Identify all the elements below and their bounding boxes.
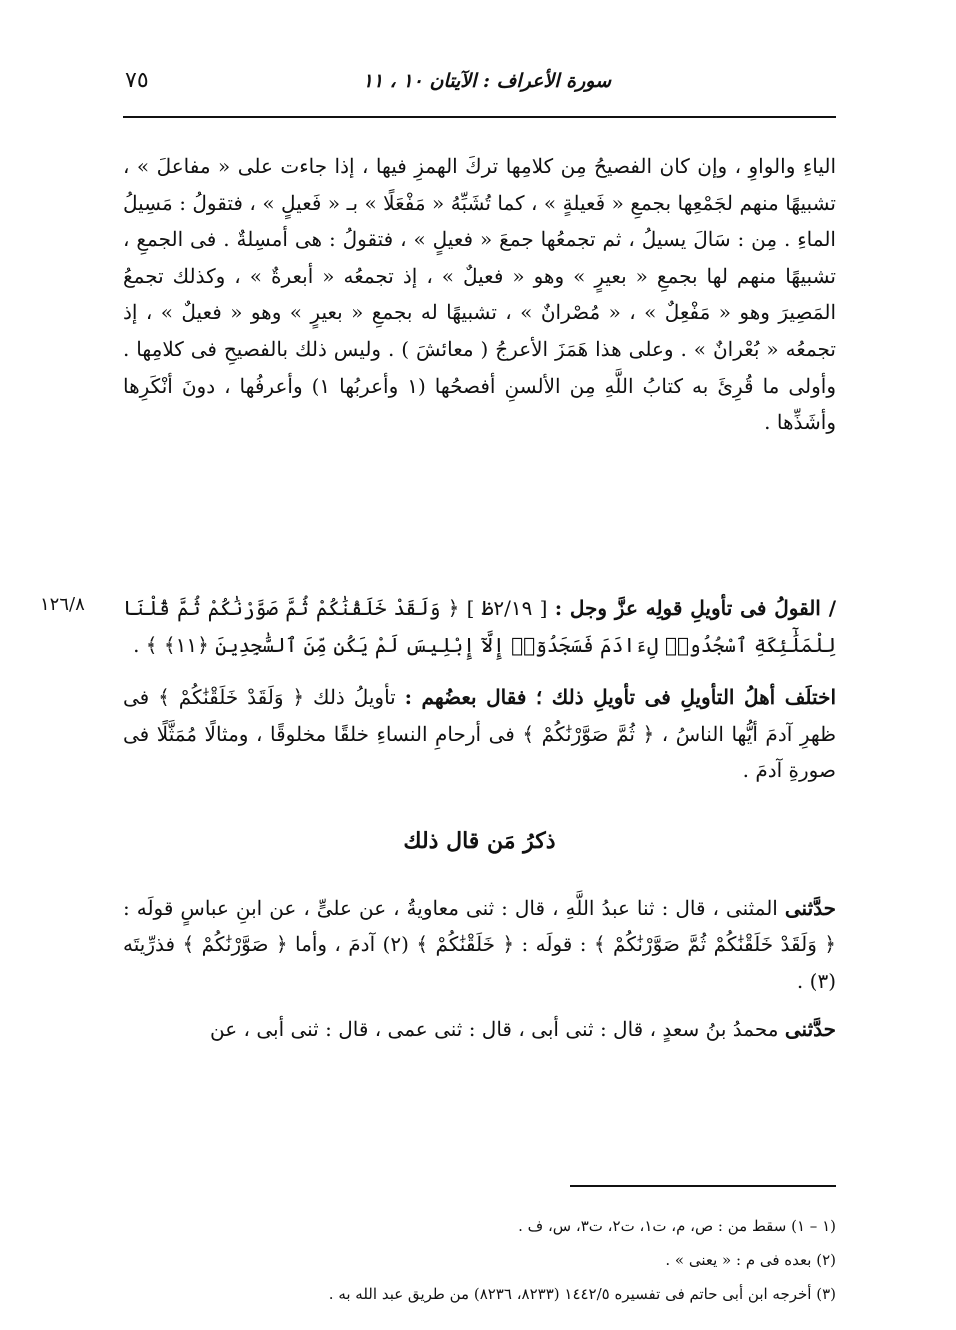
paragraph-5-lead: حدَّثنى xyxy=(784,1017,836,1042)
page-number: ٧٥ xyxy=(125,68,149,93)
main-text xyxy=(123,148,836,1048)
paragraph-4 xyxy=(123,890,836,1000)
paragraph-2 xyxy=(123,590,836,663)
section-lead: / القولُ فى تأويلِ قولِه عزَّ وجل : xyxy=(554,596,837,620)
paragraph-3-text: تأويلُ ذلك ﴿ وَلَقَدْ خَلَقْنَٰكُمْ ﴾ فى ظهرِ آدمَ أيُّها الناسُ ، ﴿ ثُمَّ صَوَّرْنَٰكُمْ ﴾ فى أرحامِ النساءِ خلقًا مخلوقًا ، ومثالًا مُمَثَّلًا فى صورةِ آدمَ . xyxy=(123,685,836,783)
manuscript-ref: [ ٢/١٩ظ ] xyxy=(466,596,548,620)
footnote-2: (٢) بعده فى م : « يعنى » . xyxy=(665,1251,836,1269)
header-rule xyxy=(123,116,836,118)
section-heading: ذكرُ مَن قال ذلك xyxy=(403,827,556,854)
running-title: سورة الأعراف : الآيتان ١٠ ، ١١ xyxy=(362,70,611,92)
page-header xyxy=(123,58,836,118)
paragraph-4-lead: حدَّثنى xyxy=(784,895,836,920)
footnotes xyxy=(123,1209,836,1311)
footnote-1: (١ – ١) سقط من : ص، م، ت١، ت٢، ت٣، س، ف . xyxy=(518,1217,836,1235)
quran-verse: ﴿ وَلَقَدْ خَلَقْنَٰكُمْ ثُمَّ صَوَّرْنَٰكُمْ ثُمَّ قُلْنَا لِلْمَلَٰٓئِكَةِ ٱسْجُدُوا۟ لِءَادَمَ فَسَجَدُوٓا۟ إِلَّآ إِبْلِيسَ لَمْ يَكُن مِّنَ ٱلسَّٰجِدِينَ ﴿١١﴾ ﴾ . xyxy=(123,596,836,657)
paragraph-5-text: محمدُ بنُ سعدٍ ، قال : ثنى أبى ، قال : ثنى عمى ، قال : ثنى أبى ، عن xyxy=(210,1017,779,1042)
marginal-reference: ١٢٦/٨ xyxy=(40,594,85,615)
paragraph-5 xyxy=(123,1011,836,1048)
paragraph-3-lead: اختلَف أهلُ التأويلِ فى تأويلِ ذلك ؛ فقال بعضُهم : xyxy=(404,685,837,710)
paragraph-1: الياءِ والواوِ ، وإن كان الفصيحُ مِن كلامِها تركَ الهمزِ فيها ، إذا جاءت على « مفاعلَ » ، تشبيهًا منهم لجَمْعِها بجمعِ « فَعيلةٍ » ، كما تُشَبِّهُ « مَفْعَلًا » بـ « فَعيلٍ » ، فتقولُ : مَسِيلُ الماءِ . مِن : سَالَ يسيلُ ، ثم تجمعُها جمعَ « فعيلٍ » ، فتقولُ : هى أمسِلةٌ . فى الجمعِ ، تشبيهًا منهم لها بجمعِ « بعيرٍ » وهو « فعيلٌ » ، إذ تجمعُه « أبعرةٌ » ، وكذلك تجمعُ المَصِيرَ وهو « مَفْعِلٌ » ، « مُصْرانٌ » ، تشبيهًا له بجمعِ « بعيرٍ » وهو « فعيلٌ » ، إذ تجمعُه « بُعْرانٌ » . وعلى هذا هَمَزَ الأعرجُ ( معائشَ ) . وليس ذلك بالفصيحِ فى كلامِها . وأولى ما قُرِئَ به كتابُ اللَّهِ مِن الألسنِ أفصحُها (١ وأعربُها ١) وأعرفُها ، دونَ أنْكَرِها وأشَذِّها . xyxy=(123,154,837,435)
paragraph-4-text: المثنى ، قال : ثنا عبدُ اللَّهِ ، قال : ثنى معاويةُ ، عن علىٍّ ، عن ابنِ عباسٍ قولَه : ﴿ وَلَقَدْ خَلَقْنَٰكُمْ ثُمَّ صَوَّرْنَٰكُمْ ﴾ : قولَه : ﴿ خَلَقْنَٰكُمْ ﴾ (٢) آدمَ ، وأما ﴿ صَوَّرْنَٰكُمْ ﴾ فذرِّيتَه (٣) . xyxy=(123,895,836,993)
paragraph-3 xyxy=(123,679,836,789)
footnote-3: (٣) أخرجه ابن أبى حاتم فى تفسيره ١٤٤٢/٥ (٨٢٣٣، ٨٢٣٦) من طريق عبد الله به . xyxy=(328,1285,836,1303)
footnote-rule xyxy=(570,1185,836,1187)
